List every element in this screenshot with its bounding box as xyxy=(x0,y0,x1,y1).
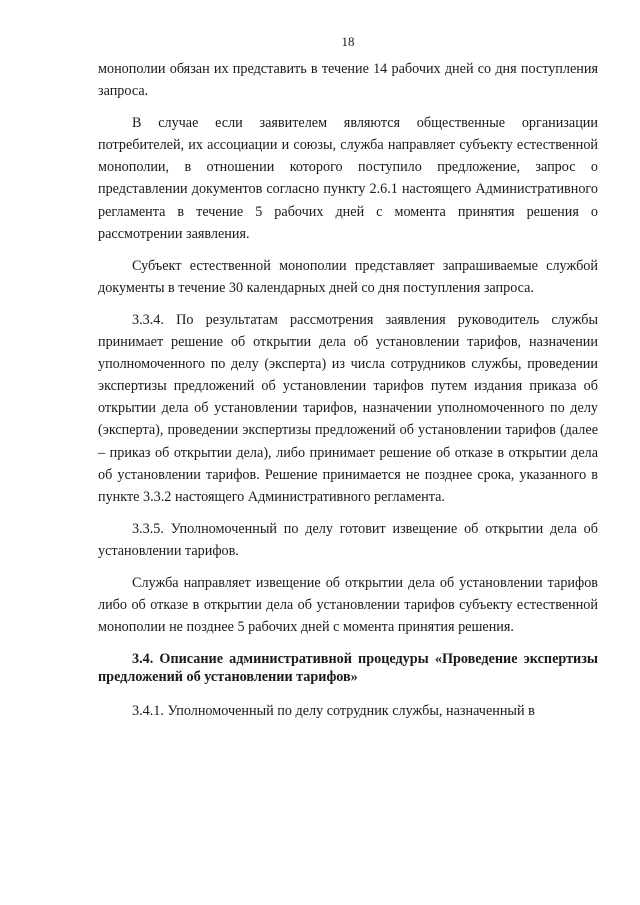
paragraph-public-organizations: В случае если заявителем являются общественные организации потребителей, их ассоциации и союзы, служба направляет субъекту естественной монополии, в отношении которого поступило предложение, запрос о представлении документов согласно пункту 2.6.1 настоящего Административного регламента в течение 5 рабочих дней с момента принятия решения о рассмотрении заявления. xyxy=(98,115,598,242)
section-heading-3-4: 3.4. Описание административной процедуры «Проведение экспертизы предложений об установлении тарифов» xyxy=(98,651,598,686)
paragraph-3-3-4: 3.3.4. По результатам рассмотрения заявления руководитель службы принимает решение об открытии дела об установлении тарифов, назначении уполномоченного по делу (эксперта) из числа сотрудников службы, проведении экспертизы предложений об установлении тарифов путем издания приказа об открытии дела об установлении тарифов, назначении уполномоченного по делу (эксперта), проведении экспертизы предложений об установлении тарифов (далее – приказ об открытии дела), либо принимает решение об отказе в открытии дела об установлении тарифов. Решение принимается не позднее срока, указанного в пункте 3.3.2 настоящего Административного регламента. xyxy=(98,311,598,505)
paragraph-3-3-5: 3.3.5. Уполномоченный по делу готовит извещение об открытии дела об установлении тарифов. xyxy=(98,520,598,559)
paragraph-monopoly-documents: Субъект естественной монополии представляет запрашиваемые службой документы в течение 30 календарных дней со дня поступления запроса. xyxy=(98,257,598,296)
paragraph-continuation: монополии обязан их представить в течение 14 рабочих дней со дня поступления запроса. xyxy=(98,61,598,100)
paragraph-3-4-1: 3.4.1. Уполномоченный по делу сотрудник службы, назначенный в xyxy=(132,703,535,720)
document-body xyxy=(98,58,598,722)
paragraph-service-notice: Служба направляет извещение об открытии дела об установлении тарифов либо об отказе в открытии дела об установлении тарифов субъекту естественной монополии не позднее 5 рабочих дней с момента принятия решения. xyxy=(98,574,598,636)
page-number: 18 xyxy=(341,34,355,49)
